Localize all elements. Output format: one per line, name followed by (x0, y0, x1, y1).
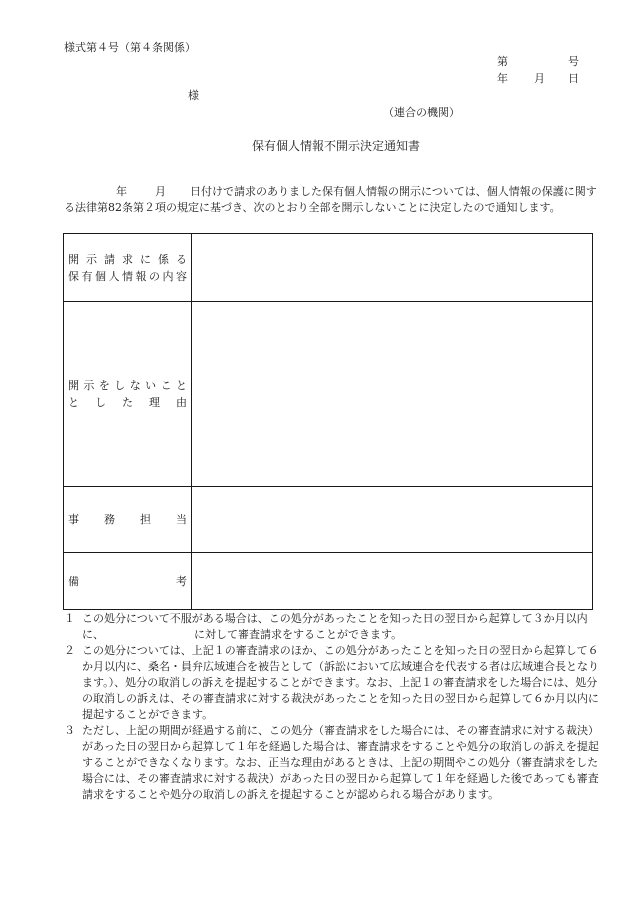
label-line: とした理由 (68, 396, 187, 409)
label-line: 開示請求に係る (68, 252, 187, 266)
note-number: ２ (64, 644, 75, 657)
date-year: 年 (497, 72, 508, 85)
form-number: 様式第４号（第４条関係） (64, 41, 196, 54)
recipient-suffix: 様 (188, 89, 199, 102)
note-number: １ (64, 612, 75, 625)
table-row (64, 487, 593, 553)
label-line: 保有個人情報の内容 (68, 269, 187, 283)
label-line: 開示をしないこと (68, 379, 187, 392)
list-item (64, 643, 604, 723)
row-label (64, 234, 192, 302)
disclosure-table (63, 233, 593, 610)
reason-field[interactable] (192, 302, 593, 487)
row-label (64, 553, 192, 610)
note-text: この処分については、上記１の審査請求のほか、この処分があったことを知った日の翌日から起算して６か月以内に、桑名・員弁広域連合を被告として（訴訟において広域連合を代表する者は広域連合長となります。）、処分の取消しの訴えを提起することができます。なお、上記１の審査請求をした場合には、処分の取消しの訴えは、その審査請求に対する裁決があったことを知った日の翌日から起算して６か月以内に提起することができます。 (82, 644, 599, 721)
table-row (64, 553, 593, 610)
content-field[interactable] (192, 234, 593, 302)
row-label (64, 487, 192, 553)
number-prefix: 第 (497, 55, 508, 68)
label-line: 備考 (68, 574, 187, 588)
intro-text: 日付けで請求のありました保有個人情報の開示については、個人情報の保護に関する法律第82条第２項の規定に基づき、次のとおり全部を開示しないことに決定したので通知します。 (64, 185, 597, 214)
label-line: 事務担当 (68, 513, 187, 526)
note-text: この処分について不服がある場合は、この処分があったことを知った日の翌日から起算して３か月以内に、 に対して審査請求をすることができます。 (82, 612, 588, 641)
notes-list (64, 611, 604, 803)
table-row (64, 302, 593, 487)
date-month: 月 (534, 72, 545, 85)
date-day: 日 (568, 72, 579, 85)
remarks-field[interactable] (192, 553, 593, 610)
number-suffix: 号 (568, 55, 579, 68)
staff-field[interactable] (192, 487, 593, 553)
table-row (64, 234, 593, 302)
intro-month: 月 (155, 185, 166, 198)
note-text: ただし、上記の期間が経過する前に、この処分（審査請求をした場合には、その審査請求に対する裁決）があった日の翌日から起算して１年を経過した場合は、審査請求をすることや処分の取消しの訴えを提起することができなくなります。なお、正当な理由があるときは、上記の期間やこの処分（審査請求をした場合には、その審査請求に対する裁決）があった日の翌日から起算して１年を経過した後であっても審査請求をすることや処分の取消しの訴えを提起することが認められる場合があります。 (82, 724, 599, 801)
note-number: ３ (64, 724, 75, 737)
document-title: 保有個人情報不開示決定通知書 (252, 139, 421, 153)
intro-year: 年 (116, 185, 127, 198)
issuer-label: （連合の機関） (383, 106, 460, 119)
list-item (64, 723, 604, 803)
intro-paragraph (64, 184, 604, 216)
list-item (64, 611, 604, 643)
row-label (64, 302, 192, 487)
